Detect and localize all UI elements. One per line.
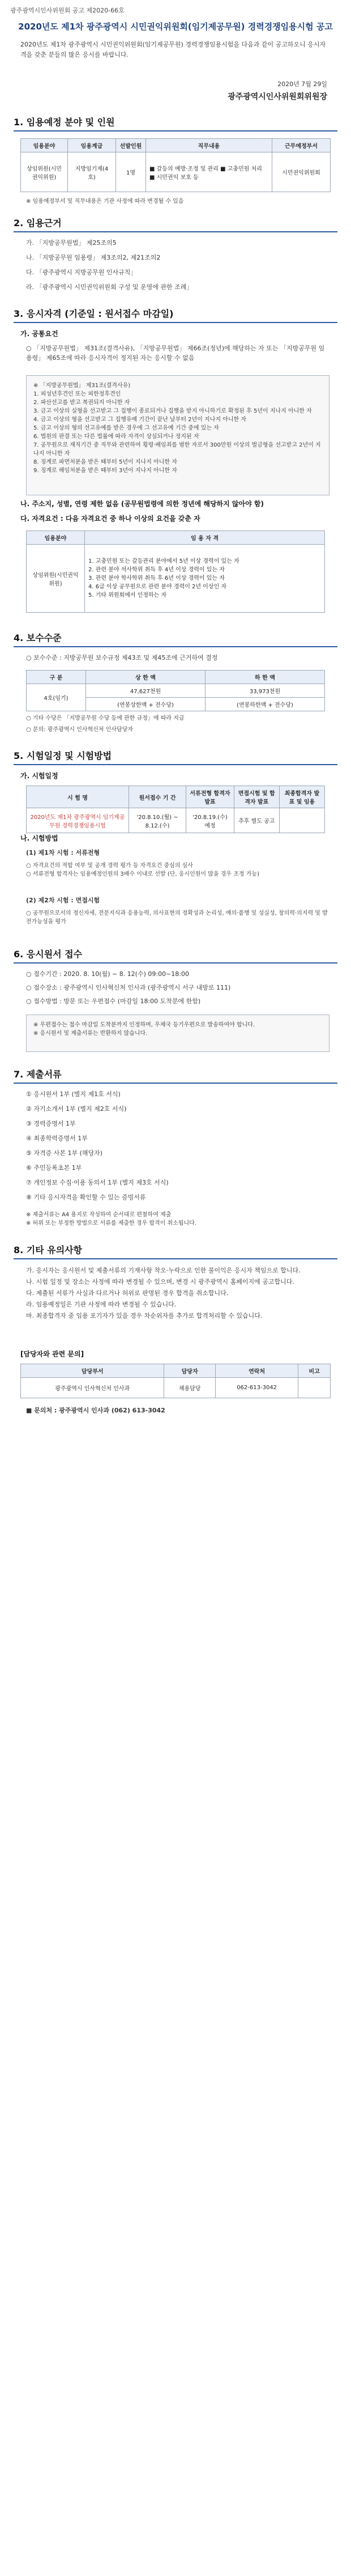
table-header: 임용분야	[21, 139, 68, 152]
table-cell: '20.8.10.(월) ~ 8.12.(수)	[129, 808, 186, 833]
method-1-title: (1) 제1차 시험 : 서류전형	[26, 849, 100, 856]
section-3-header	[14, 305, 337, 323]
table-header: 하 한 액	[205, 670, 324, 684]
table-header: 직무내용	[146, 139, 272, 152]
table-header: 연락처	[215, 1364, 298, 1378]
document-notes: ※ 제출서류는 A4 용지로 작성하여 순서대로 편철하여 제출 ※ 허위 또는 부정한 방법으로 서류를 제출한 경우 합격이 취소됩니다.	[26, 1212, 196, 1227]
table-header: 원서접수 기 간	[129, 786, 186, 808]
footer-contact: ■ 문의처 : 광주광역시 인사과 (062) 613-3042	[26, 1407, 165, 1414]
table-header: 임용계급	[68, 139, 116, 152]
section-8-header	[14, 1241, 337, 1259]
table-cell: ■ 갈등의 예방·조정 및 관리 ■ 고충민원 처리 ■ 시민권익 보호 등	[146, 152, 272, 192]
table-header: 상 한 액	[86, 670, 206, 684]
table-cell: (연봉상한액 + 전수당)	[86, 698, 206, 711]
method-2-desc: ○ 공무원으로서의 정신자세, 전문지식과 응용능력, 의사표현의 정확성과 논리성, 예의·품행 및 성실성, 창의력·의지력 및 발전가능성을 평가	[26, 910, 328, 925]
disqualification-box: ※ 「지방공무원법」 제31조(결격사유) 1. 피성년후견인 또는 피한정후견인 2. 파산선고를 받고 복권되지 아니한 자 3. 금고 이상의 실형을 선고받고 그 집행이 종료되거나 집행을 받지 아니하기로 확정된 후 5년이 지나지 아니한 자 4. 금고 이상의 형을 선고받고 그 집행유예 기간이 끝난 날부터 2년이 지나지 아니한 자 5. 금고 이상의 형의 선고유예를 받은 경우에 그 선고유예 기간 중에 있는 자 6. 법원의 판결 또는 다른 법률에 따라 자격이 상실되거나 정지된 자 7. 공무원으로 재직기간 중 직무와 관련하여 횡령·배임죄를 범한 자로서 300만원 이상의 벌금형을 선고받고 2년이 지나지 아니한 자 8. 징계로 파면처분을 받은 때부터 5년이 지나지 아니한 자 9. 징계로 해임처분을 받은 때부터 3년이 지나지 아니한 자	[26, 375, 329, 495]
section-2-title: 2. 임용근거	[14, 218, 62, 228]
section-1-note: ※ 임용예정부서 및 직무내용은 기관 사정에 따라 변경될 수 있음	[26, 198, 184, 205]
table-header: 담당부서	[21, 1364, 164, 1378]
section-1-title: 1. 임용예정 분야 및 인원	[14, 117, 115, 128]
schedule-table	[26, 786, 325, 833]
section-3-title: 3. 응시자격 (기준일 : 원서접수 마감일)	[14, 308, 174, 319]
qualification-table	[26, 531, 325, 613]
table-header: 구 분	[27, 670, 86, 684]
document-item: ⑤ 자격증 사본 1부 (해당자)	[26, 1149, 103, 1157]
document-item: ⑥ 주민등록초본 1부	[26, 1164, 82, 1172]
table-header: 시 험 명	[27, 786, 129, 808]
table-cell: 062-613-3042	[215, 1378, 298, 1398]
document-item: ① 응시원서 1부 (별지 제1호 서식)	[26, 1090, 121, 1098]
section-2-header	[14, 214, 337, 232]
method-1-desc: ○ 자격요건의 적합 여부 및 공개 경력 평가 등 자격요건 중심의 심사 ○ 서류전형 합격자는 임용예정인원의 3배수 이내로 선발 (단, 응시인원이 많을 경우 조정 가능)	[26, 863, 259, 877]
basis-item: 나. 「지방공무원 임용령」 제3조의2, 제21조의2	[26, 254, 161, 261]
section-1-table	[20, 138, 331, 192]
table-cell: 1. 고충민원 또는 갈등관리 분야에서 5년 이상 경력이 있는 자 2. 관련 분야 석사학위 취득 후 4년 이상 경력이 있는 자 3. 관련 분야 학사학위 취득 후 6년 이상 경력이 있는 자 4. 6급 이상 공무원으로 관련 분야 경력이 2년 이상인 자 5. 기타 위원회에서 인정하는 자	[85, 545, 325, 613]
subsection-qualification: 다. 자격요건 : 다음 자격요건 중 하나 이상의 요건을 갖춘 자	[20, 515, 200, 523]
section-6-header	[14, 945, 337, 964]
table-cell: '20.8.19.(수) 예정	[186, 808, 234, 833]
pay-note: ○ 기타 수당은 「지방공무원 수당 등에 관한 규정」에 따라 지급	[26, 715, 185, 722]
table-header: 선발인원	[116, 139, 146, 152]
lead-paragraph: 2020년도 제1차 광주광역시 시민권익위원회(임기제공무원) 경력경쟁임용시험을 다음과 같이 공고하오니 응시자격을 갖춘 분들의 많은 응시를 바랍니다.	[20, 41, 326, 58]
issuing-organization: 광주광역시인사위원회위원장	[228, 92, 327, 101]
section-5-title: 5. 시험일정 및 시험방법	[14, 750, 112, 761]
section-4-header	[14, 629, 337, 647]
notice-number: 광주광역시인사위원회 공고 제2020-66호	[10, 7, 125, 14]
application-item: ○ 접수장소 : 광주광역시 인사혁신처 인사과 (광주광역시 서구 내방로 111)	[26, 984, 231, 991]
subsection-restriction: 나. 주소지, 성별, 연령 제한 없음 (공무원법령에 의한 정년에 해당하지 않아야 함)	[20, 500, 264, 508]
basis-item: 가. 「지방공무원법」 제25조의5	[26, 239, 117, 247]
document-item: ② 자기소개서 1부 (별지 제2호 서식)	[26, 1105, 127, 1113]
section-7-header	[14, 1066, 337, 1084]
table-cell: 33,973천원	[205, 684, 324, 698]
method-2-title: (2) 제2차 시험 : 면접시험	[26, 897, 100, 904]
basis-item: 라. 「광주광역시 시민권익위원회 구성 및 운영에 관한 조례」	[26, 283, 193, 291]
application-notice-box: ※ 우편접수는 접수 마감일 도착분까지 인정하며, 우체국 등기우편으로 발송하여야 합니다. ※ 응시원서 및 제출서류는 반환하지 않습니다.	[26, 1015, 329, 1052]
section-7-title: 7. 제출서류	[14, 1069, 62, 1080]
section-6-title: 6. 응시원서 접수	[14, 949, 83, 960]
document-item: ⑦ 개인정보 수집·이용 동의서 1부 (별지 제3호 서식)	[26, 1179, 169, 1186]
section-1-header	[14, 113, 337, 131]
precautions-list: 가. 응시자는 응시원서 및 제출서류의 기재사항 착오·누락으로 인한 불이익은 응시자 책임으로 합니다. 나. 시험 일정 및 장소는 사정에 따라 변경될 수 있으며, 변경 시 광주광역시 홈페이지에 공고합니다. 다. 제출된 서류가 사실과 다르거나 허위로 판명된 경우 합격을 취소합니다. 라. 임용예정일은 기관 사정에 따라 변경될 수 있습니다. 마. 최종합격자 중 임용 포기자가 있을 경우 차순위자를 추가로 합격처리할 수 있습니다.	[26, 1267, 301, 1319]
table-cell: 채용담당	[164, 1378, 215, 1398]
table-header: 면접시험 및 합격자 발표	[234, 786, 279, 808]
table-cell	[279, 808, 324, 833]
table-cell: (연봉하한액 + 전수당)	[205, 698, 324, 711]
application-item: ○ 접수기간 : 2020. 8. 10(월) ~ 8. 12(수) 09:00~18:00	[26, 970, 190, 978]
table-header: 최종합격자 발표 및 임용	[279, 786, 324, 808]
section-5-header	[14, 747, 337, 765]
document-item: ④ 최종학력증명서 1부	[26, 1135, 88, 1142]
table-cell: 47,627천원	[86, 684, 206, 698]
table-cell: 시민권익위원회	[272, 152, 331, 192]
table-cell: 상임위원(시민권익위원)	[21, 152, 68, 192]
page-title: 2020년도 제1차 광주광역시 시민권익위원회(임기제공무원) 경력경쟁임용시험 공고	[18, 22, 333, 32]
basis-item: 다. 「광주광역시 지방공무원 인사규칙」	[26, 269, 137, 276]
announce-date: 2020년 7월 29일	[277, 80, 327, 88]
table-cell: 추후 별도 공고	[234, 808, 279, 833]
table-header: 비고	[298, 1364, 331, 1378]
section-8-title: 8. 기타 유의사항	[14, 1245, 83, 1255]
table-cell: 상임위원(시민권익위원)	[27, 545, 85, 613]
subsection-common: 가. 공통요건	[20, 330, 58, 338]
subsection-method: 나. 시험방법	[20, 834, 58, 842]
table-cell: 2020년도 제1차 광주광역시 임기제공무원 경력경쟁임용시험	[27, 808, 129, 833]
pay-description: ○ 보수수준 : 지방공무원 보수규정 제43조 및 제45조에 근거하여 결정	[26, 654, 218, 661]
section-4-title: 4. 보수수준	[14, 633, 62, 643]
table-cell: 광주광역시 인사혁신처 인사과	[21, 1378, 164, 1398]
pay-note: ○ 문의: 광주광역시 인사혁신처 인사담당자	[26, 727, 134, 733]
table-header: 임용분야	[27, 531, 85, 545]
table-cell: 4호(임기)	[27, 684, 86, 711]
table-header: 서류전형 합격자발표	[186, 786, 234, 808]
common-requirement: ○ 「지방공무원법」 제31조(결격사유), 「지방공무원법」 제66조(정년)에 해당하는 자 또는 「지방공무원 임용령」 제65조에 따라 응시자격이 정지된 자는 응시할 수 없음	[26, 345, 325, 362]
contact-title: [담당자와 관련 문의]	[20, 1350, 84, 1358]
pay-table	[26, 670, 325, 711]
document-item: ③ 경력증명서 1부	[26, 1120, 76, 1127]
contact-table	[20, 1364, 331, 1398]
document-item: ⑧ 기타 응시자격을 확인할 수 있는 증빙서류	[26, 1194, 146, 1201]
table-cell	[298, 1378, 331, 1398]
table-cell: 1명	[116, 152, 146, 192]
application-item: ○ 접수방법 : 방문 또는 우편접수 (마감일 18:00 도착분에 한함)	[26, 998, 201, 1005]
table-cell: 지방임기제(4호)	[68, 152, 116, 192]
table-header: 임 용 자 격	[85, 531, 325, 545]
subsection-schedule: 가. 시험일정	[20, 772, 58, 780]
table-header: 담당자	[164, 1364, 215, 1378]
table-header: 근무예정부서	[272, 139, 331, 152]
